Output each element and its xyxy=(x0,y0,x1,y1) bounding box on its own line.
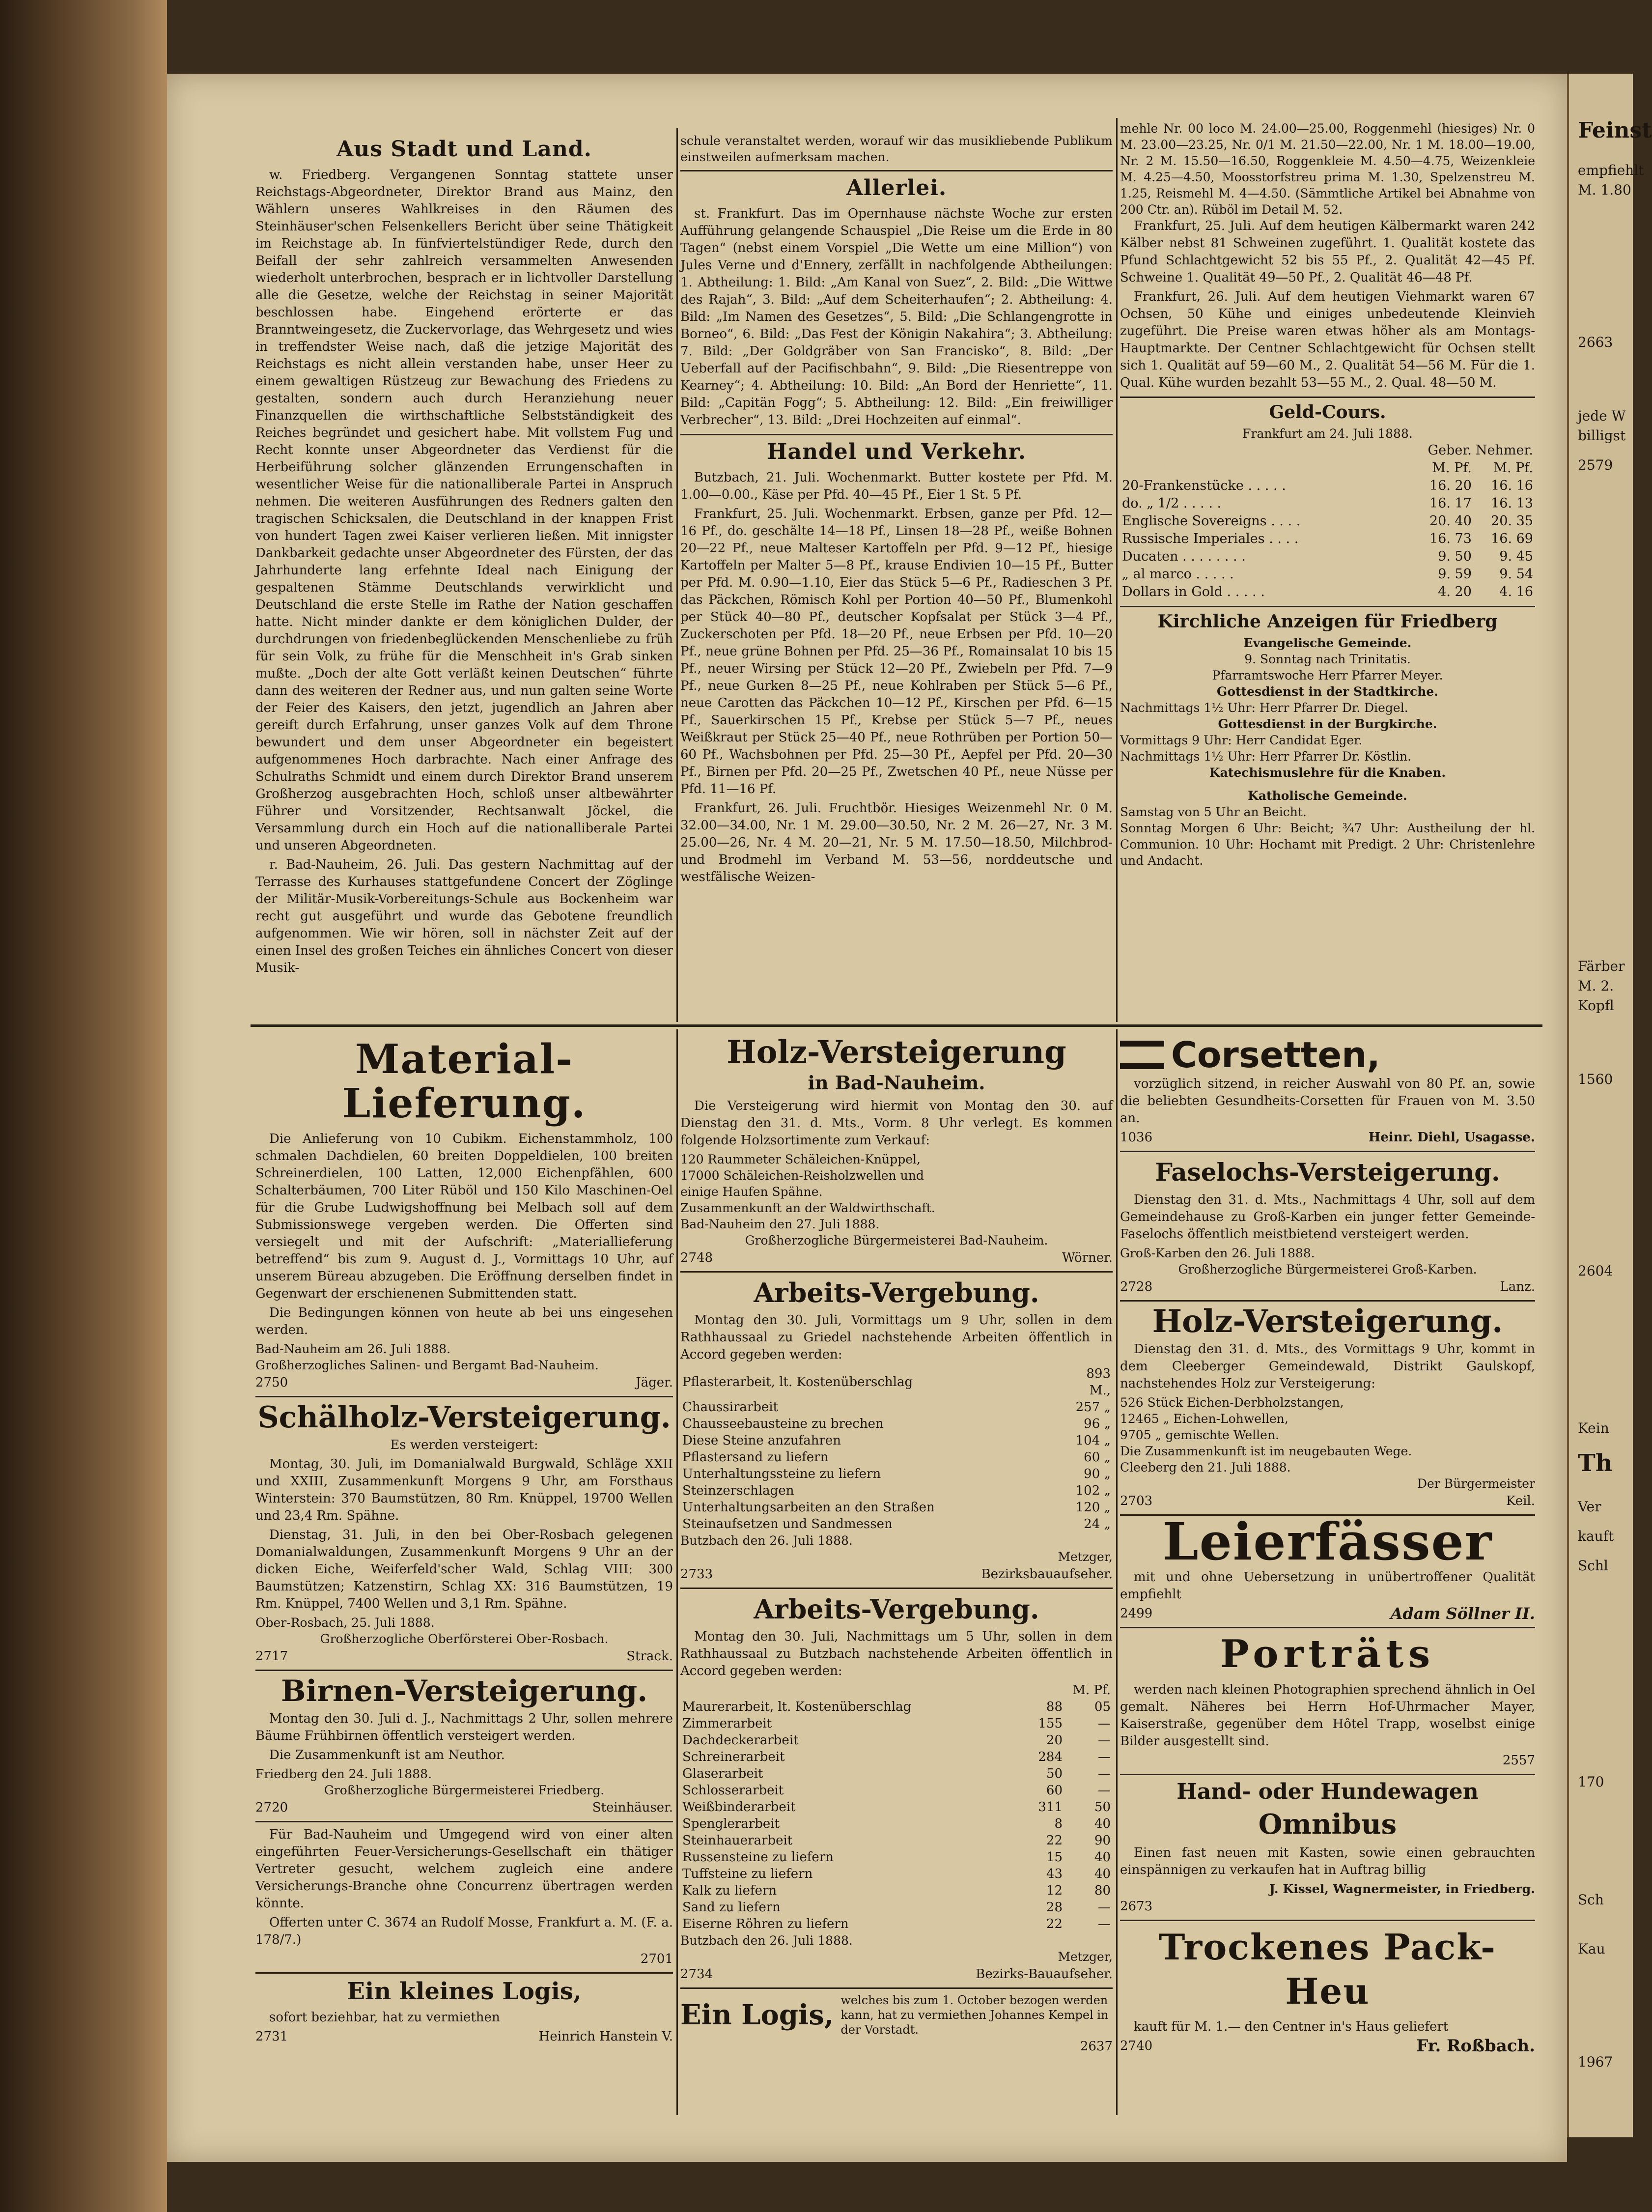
table-header-row: M. Pf. xyxy=(1072,1683,1111,1698)
church-line: Samstag von 5 Uhr an Beicht. xyxy=(1120,805,1307,819)
ad-text: Dienstag, 31. Juli, in den bei Ober-Rosbach gelegenen Domanialwaldungen, Zusammenkunft Morgens 9 Uhr an der dicken Eiche, Weiferfeld'scher Wald, Schlag VIII: 300 Baumstützen; Katzenstirn, Schlag XX: 316 Baumstützen, 19 Rm. Knüppel, 7400 Wellen und 3,1 Rm. Spähne. xyxy=(255,1528,673,1611)
market-report: Frankfurt, 26. Juli. Auf dem heutigen Viehmarkt waren 67 Ochsen, 50 Kühe und einiges unbedeutende Kleinvieh zugeführt. Die Preise waren etwas höher als am Montags-Hauptmarkte. Der Centner Schlachtgewicht für Ochsen stellt sich 1. Qualität auf 59—60 M., 2. Qualität 54—56 M. Für die 1. Qual. Kühe wurden bezahlt 53—55 M., 2. Qual. 48—50 M. xyxy=(1120,289,1535,390)
ad-number: 2750 xyxy=(255,1375,288,1390)
section-title: Kirchliche Anzeigen für Friedberg xyxy=(1157,611,1498,632)
table-row: Pflasterarbeit, lt. Kostenüberschlag 893 M., xyxy=(682,1366,1111,1398)
ad-text: welches bis zum 1. October bezogen werden kann, hat zu vermiethen Johannes Kempel in der Vorstadt. xyxy=(840,1993,1109,2037)
divider xyxy=(1120,606,1535,607)
divider xyxy=(680,1588,1113,1589)
ad-signature: Ober-Rosbach, 25. Juli 1888. xyxy=(255,1616,435,1630)
table-row: Schlosserarbeit 60 — xyxy=(682,1783,1111,1798)
table-row: Steinzerschlagen 102 „ xyxy=(682,1483,1111,1498)
ad-signer: Strack. xyxy=(626,1649,673,1664)
ad-line: 17000 Schäleichen-Reisholzwellen und xyxy=(680,1168,924,1183)
ad-signer: Adam Söllner II. xyxy=(1390,1604,1535,1623)
ad-footer xyxy=(680,2038,1113,2055)
table-row: Dachdeckerarbeit 20 — xyxy=(682,1733,1111,1748)
ad-signer: Keil. xyxy=(1506,1494,1535,1508)
section-title: Aus Stadt und Land. xyxy=(336,137,592,162)
ad-title: Birnen-Versteigerung. xyxy=(280,1674,648,1708)
ad-text: Offerten unter C. 3674 an Rudolf Mosse, Frankfurt a. M. (F. a. 178/7.) xyxy=(255,1915,673,1947)
column-local-news xyxy=(255,133,673,979)
fragment: 1967 xyxy=(1578,2054,1613,2070)
market-report: Frankfurt, 25. Juli. Wochenmarkt. Erbsen, ganze per Pfd. 12—16 Pf., do. geschälte 14—18 Pf., Linsen 18—28 Pf., weiße Bohnen 20—22 Pf., neue Malteser Kartoffeln per Pfd. 9—12 Pf., hiesige Kartoffeln per Malter 5—8 Pf., krause Endivien 10—15 Pf., Butter per Pfd. M. 0.90—1.10, Eier das Stück 5—6 Pf., Radieschen 3 Pf. das Päckchen, Römisch Kohl per Portion 40—50 Pf., Blumenkohl per Stück 40—80 Pf., deutscher Kopfsalat per Stück 3—4 Pf., Zuckerschoten per Pfd. 18—20 Pf., neue Erbsen per Pfd. 10—20 Pf., neue grüne Bohnen per Pfd. 25—36 Pf., Romainsalat 10 bis 15 Pf., neuer Wirsing per Stück 12—20 Pf., Zwiebeln per Pfd. 7—9 Pf., neue Gurken 8—25 Pf., neue Kohlraben per Stück 5—6 Pf., neue Carotten das Päckchen 10—12 Pf., Kirschen per Pfd. 6—15 Pf., Sauerkirschen 15 Pf., Krebse per Stück 5—7 Pf., neues Weißkraut per Stück 25—40 Pf., neue Rothrüben per Portion 50—60 Pf., Wachsbohnen per Pfd. 25—30 Pf., Aepfel per Pfd. 20—30 Pf., Birnen per Pfd. 20—25 Pf., Zwetschen 40 Pf., neue Nüsse per Pfd. 11—16 Pf. xyxy=(680,507,1113,796)
table-row: Sand zu liefern 28 — xyxy=(682,1900,1111,1915)
ad-signature: Butzbach den 26. Juli 1888. xyxy=(680,1533,853,1548)
ad-title: Arbeits-Vergebung. xyxy=(754,1277,1039,1308)
column-markets-church xyxy=(1120,120,1535,869)
fragment: Th xyxy=(1578,1449,1613,1477)
table-row: Kalk zu liefern 12 80 xyxy=(682,1883,1111,1898)
fragment: 170 xyxy=(1578,1774,1604,1790)
fragment: 2663 xyxy=(1578,334,1613,350)
ad-footer xyxy=(680,1566,1113,1583)
ad-text: Montag, 30. Juli, im Domanialwald Burgwald, Schläge XXII und XXIII, Zusammenkunft Morgens 9 Uhr, am Forsthaus Winterstein: 370 Baumstützen, 80 Rm. Knüppel, 19700 Wellen und 23,4 Rm. Spähne. xyxy=(255,1457,673,1523)
ad-signature: Großherzogliche Bürgermeisterei Bad-Nauheim. xyxy=(745,1233,1048,1248)
column-rule xyxy=(1116,1029,1118,2115)
divider xyxy=(255,1821,673,1822)
ad-text: Montag den 30. Juli d. J., Nachmittags 2 Uhr, sollen mehrere Bäume Frühbirnen öffentlich versteigert werden. xyxy=(255,1711,673,1743)
ad-footer xyxy=(1120,1129,1535,1146)
table-row: Chausseebausteine zu brechen 96 „ xyxy=(682,1417,1111,1431)
table-row: Russische Imperiales . . . . 16. 73 16. 69 xyxy=(1122,531,1533,546)
ad-number: 2499 xyxy=(1120,1606,1153,1621)
divider xyxy=(680,170,1113,171)
ad-line: 12465 „ Eichen-Lohwellen, xyxy=(1120,1412,1288,1426)
table-header-row: M. Pf. M. Pf. xyxy=(1432,460,1533,476)
ads-column-2 xyxy=(680,1034,1113,2055)
ad-signer: Lanz. xyxy=(1500,1279,1535,1294)
ad-number: 2731 xyxy=(255,2029,288,2044)
ad-text: mit und ohne Uebersetzung in unübertroffener Qualität empfiehlt xyxy=(1120,1570,1535,1602)
book-binding-edge xyxy=(0,0,167,2212)
market-report: Butzbach, 21. Juli. Wochenmarkt. Butter kostete per Pfd. M. 1.00—0.00., Käse per Pfd. 40—45 Pf., Eier 1 St. 5 Pf. xyxy=(680,470,1113,502)
ad-signature: Großherzogliche Bürgermeisterei Groß-Karben. xyxy=(1178,1262,1477,1276)
church-title: Evangelische Gemeinde. xyxy=(1243,636,1412,650)
ad-footer xyxy=(255,2028,673,2045)
ad-number: 2673 xyxy=(1120,1899,1153,1914)
table-row: Steinaufsetzen und Sandmessen 24 „ xyxy=(682,1517,1111,1531)
table-row: Tuffsteine zu liefern 43 40 xyxy=(682,1867,1111,1881)
table-row: Spenglerarbeit 8 40 xyxy=(682,1816,1111,1831)
ad-text: Die Zusammenkunft ist am Neuthor. xyxy=(269,1748,505,1762)
ad-signature: Friedberg den 24. Juli 1888. xyxy=(255,1767,432,1781)
ad-signer: Heinr. Diehl, Usagasse. xyxy=(1368,1130,1535,1145)
table-row: Maurerarbeit, lt. Kostenüberschlag 88 05 xyxy=(682,1700,1111,1714)
ad-signature: Butzbach den 26. Juli 1888. xyxy=(680,1933,853,1948)
ad-signer: J. Kissel, Wagnermeister, in Friedberg. xyxy=(1269,1882,1535,1896)
ad-number: 2557 xyxy=(1502,1753,1535,1768)
fragment: M. 2. xyxy=(1578,978,1614,994)
ad-signer: Wörner. xyxy=(1062,1250,1113,1265)
table-row: Dollars in Gold . . . . . 4. 20 4. 16 xyxy=(1122,584,1533,599)
table-row: Englische Sovereigns . . . . 20. 40 20. 35 xyxy=(1122,513,1533,529)
ad-signer-role: Bezirksbauaufseher. xyxy=(981,1567,1113,1582)
ad-title: Material-Lieferung. xyxy=(342,1036,587,1127)
exchange-rates-table xyxy=(1120,442,1535,601)
fragment: jede W xyxy=(1578,408,1626,424)
ad-title: Holz-Versteigerung. xyxy=(1152,1303,1503,1340)
ad-footer xyxy=(255,1799,673,1816)
table-row: do. „ 1/2 . . . . . 16. 17 16. 13 xyxy=(1122,496,1533,511)
church-line: Pfarramtswoche Herr Pfarrer Meyer. xyxy=(1212,668,1443,682)
ad-text: Die Bedingungen können von heute ab bei uns eingesehen werden. xyxy=(255,1305,673,1337)
article-paragraph: r. Bad-Nauheim, 26. Juli. Das gestern Nachmittag auf der Terrasse des Kurhauses stattgefundene Concert der Zöglinge der Militär-Musik-Vorbereitungs-Schule aus Bockenheim war recht gut ausgeführt und wurde das Gebotene freundlich aufgenommen. Wie wir hören, soll in nächster Zeit auf der einen Insel des großen Teiches ein ähnliches Concert von dieser Musik- xyxy=(255,857,673,975)
ad-number: 2733 xyxy=(680,1567,713,1582)
ad-number: 2734 xyxy=(680,1967,713,1982)
table-row: Unterhaltungssteine zu liefern 90 „ xyxy=(682,1467,1111,1481)
table-row: Ducaten . . . . . . . . 9. 50 9. 45 xyxy=(1122,549,1533,564)
rates-date: Frankfurt am 24. Juli 1888. xyxy=(1242,426,1413,441)
ad-number: 2740 xyxy=(1120,2039,1153,2053)
fragment: 2579 xyxy=(1578,457,1613,473)
fragment: billigst xyxy=(1578,427,1626,444)
table-row: Glaserarbeit 50 — xyxy=(682,1766,1111,1781)
fragment: M. 1.80 xyxy=(1578,182,1631,198)
article-paragraph: w. Friedberg. Vergangenen Sonntag stattete unser Reichstags-Abgeordneter, Direktor Brand aus Mainz, den Wählern unseres Wahlkreises in den Räumen des Steinhäuser'schen Felsenkellers Bericht über seine Thätigkeit im Reichstage ab. In fünfviertelstündiger Rede, durch den Beifall der sehr zahlreich versammelten Anwesenden wiederholt unterbrochen, besprach er in lichtvoller Darstellung alle die Gesetze, welche der Reichstag in seiner Majorität beschlossen habe. Eingehend erörterte er das Branntweingesetz, die Zuckervorlage, das Wehrgesetz und wies in treffendster Weise nach, daß die jetzige Majorität des Reichstags es nicht allein verstanden habe, unser Heer zu einem gewaltigen Rüstzeug zur Bewachung des Friedens zu gestalten, sondern auch durch Heranziehung neuer Finanzquellen die wirthschaftliche Selbstständigkeit des Reiches begründet und gesichert habe. Mit vollstem Fug und Recht konnte unser Abgeordneter das Verdienst für die Herbeiführung solcher glänzenden Errungenschaften in wesentlicher Weise für die nationalliberale Partei in Anspruch nehmen. Die weiteren Ausführungen des Redners galten den tragischen Schicksalen, die Deutschland in der knappen Frist von hundert Tagen zwei Kaiser verlieren ließen. Mit innigster Dankbarkeit gedachte unser Abgeordneter des Fürsten, der das Jahrhunderte lang erfehnte Ideal nach Einigung der gespaltenen Stämme Deutschlands verwirklicht und Deutschland die erste Stelle im Rathe der Nation geschaffen hatte. Nicht minder dankte er dem königlichen Dulder, der durchdrungen von friedenbeglückenden Menschenliebe zu früh für sein Volk, zu frühe für die Menschheit in's Grab sinken mußte. „Doch der alte Gott verläßt keinen Deutschen“ führte dann des weiteren der Redner aus, und nun galten seine Worte der Feier des Kaisers, den jetzt, jugendlich an Jahren aber gereift durch Erfahrung, unser ganzes Volk auf dem Throne bewundert und dem unser Abgeordneter ein begeistert aufgenommenes Hoch darbrachte. Nach einer Anfrage des Schulraths Schmidt und einem durch Direktor Brand unserem Großherzog ausgebrachten Hoch, schloß unser altbewährter Führer und Vorsitzender, Rechtsanwalt Jöckel, die Versammlung durch ein Hoch auf die nationalliberale Partei und unseren Abgeordneten. xyxy=(255,168,673,853)
ad-footer xyxy=(255,1951,673,1967)
ad-signer: Fr. Roßbach. xyxy=(1416,2036,1535,2056)
ad-title: Porträts xyxy=(1220,1632,1435,1676)
ad-signature: Bad-Nauheim am 26. Juli 1888. xyxy=(255,1342,451,1356)
church-line: Nachmittags 1½ Uhr: Herr Pfarrer Dr. Köstlin. xyxy=(1120,749,1412,764)
ad-text: werden nach kleinen Photographien sprechend ähnlich in Oel gemalt. Näheres bei Herrn Hof-Uhrmacher Mayer, Kaiserstraße, gegenüber dem Hôtel Trapp, woselbst einige Bilder ausgestellt sind. xyxy=(1120,1682,1535,1749)
ad-title: Schälholz-Versteigerung. xyxy=(257,1400,671,1435)
church-line: Nachmittags 1½ Uhr: Herr Pfarrer Dr. Diegel. xyxy=(1120,701,1408,715)
ad-text: Für Bad-Nauheim und Umgegend wird von einer alten eingeführten Feuer-Versicherungs-Gesellschaft ein thätiger Vertreter gesucht, welchem zugleich eine andere Versicherungs-Branche ohne Concurrenz übertragen werden könnte. xyxy=(255,1827,673,1911)
ad-text: Montag den 30. Juli, Vormittags um 9 Uhr, sollen in dem Rathhaussaal zu Griedel nachstehende Arbeiten öffentlich in Accord gegeben werden: xyxy=(680,1313,1113,1362)
table-row: Russensteine zu liefern 15 40 xyxy=(682,1850,1111,1865)
article-continuation: schule veranstaltet werden, worauf wir das musikliebende Publikum einstweilen aufmerksam machen. xyxy=(680,134,1113,164)
ad-text: Es werden versteigert: xyxy=(390,1438,538,1452)
ad-title: Faselochs-Versteigerung. xyxy=(1155,1158,1500,1187)
table-row: Steinhauerarbeit 22 90 xyxy=(682,1833,1111,1848)
article-continuation: mehle Nr. 00 loco M. 24.00—25.00, Roggenmehl (hiesiges) Nr. 0 M. 23.00—23.25, Nr. 0/1 M. 21.50—22.00, Nr. 1 M. 18.00—19.00, Nr. 2 M. 15.50—16.50, Roggenkleie M. 4.50—4.75, Weizenkleie M. 4.25—4.50, Moosstorfstreu prima M. 1.30, Spelzenstreu M. 1.25, Reismehl M. 4—4.50. (Sämmtliche Artikel bei Abnahme von 200 Ctr. an). Rüböl im Detail M. 52. xyxy=(1120,121,1535,217)
fragment: Kein xyxy=(1578,1420,1609,1436)
ad-number: 2717 xyxy=(255,1649,288,1664)
ad-footer xyxy=(680,1966,1113,1983)
section-title: Allerlei. xyxy=(846,175,947,200)
column-miscellaneous xyxy=(680,133,1113,888)
fragment: kauft xyxy=(1578,1528,1614,1544)
fragment: empfiehlt xyxy=(1578,162,1644,178)
ad-title: Omnibus xyxy=(1258,1808,1397,1841)
ad-title: Ein Logis, xyxy=(680,1999,834,2031)
work-list-table xyxy=(680,1682,1113,1932)
fragment: Sch xyxy=(1578,1892,1604,1908)
divider xyxy=(255,1670,673,1671)
divider xyxy=(680,434,1113,435)
column-rule xyxy=(676,128,678,1022)
ad-text: vorzüglich sitzend, in reicher Auswahl von 80 Pf. an, sowie die beliebten Gesundheits-Corsetten für Frauen von M. 3.50 an. xyxy=(1120,1077,1535,1126)
ad-text: Dienstag den 31. d. Mts., Nachmittags 4 Uhr, soll auf dem Gemeindehause zu Groß-Karben ein junger fetter Gemeinde-Faselochs öffentlich meistbietend versteigert werden. xyxy=(1120,1192,1535,1242)
ad-footer xyxy=(1120,1605,1535,1622)
ad-text: sofort beziehbar, hat zu vermiethen xyxy=(269,2010,500,2025)
table-row: „ al marco . . . . . 9. 59 9. 54 xyxy=(1122,567,1533,582)
work-list-table xyxy=(680,1365,1113,1532)
ad-corsetten xyxy=(1120,1034,1535,1076)
divider xyxy=(1120,1300,1535,1302)
ads-column-3 xyxy=(1120,1034,1535,2054)
ad-text: Die Versteigerung wird hiermit von Montag den 30. auf Dienstag den 31. d. Mts., Vorm. 8 Uhr verlegt. Es kommen folgende Holzsortimente zum Verkauf: xyxy=(680,1099,1113,1148)
fragment: 2604 xyxy=(1578,1263,1613,1279)
ad-number: 2720 xyxy=(255,1800,288,1815)
church-line: Gottesdienst in der Stadtkirche. xyxy=(1217,684,1438,699)
ad-title: Leierfässer xyxy=(1162,1511,1493,1572)
church-line: Gottesdienst in der Burgkirche. xyxy=(1218,717,1437,731)
table-row: Diese Steine anzufahren 104 „ xyxy=(682,1433,1111,1448)
ad-signature: Bad-Nauheim den 27. Juli 1888. xyxy=(680,1217,880,1231)
ad-text: Die Anlieferung von 10 Cubikm. Eichenstammholz, 100 schmalen Dachdielen, 60 breiten Doppeldielen, 100 breiten Schreinerdielen, 100 Latten, 12,000 Eichenpfählen, 600 Schalterbäumen, 700 Liter Rüböl und 150 Kilo Maschinen-Oel für die Grube Ludwigshoffnung bei Melbach soll auf dem Submissionswege vergeben werden. Die Offerten sind versiegelt und mit der Aufschrift: „Materiallieferung betreffend“ bis zum 9. August d. J., Vormittags 10 Uhr, auf unserem Büreau abzugeben. Die Eröffnung derselben findet in Gegenwart der erschienenen Submittenden statt. xyxy=(255,1132,673,1301)
table-row: Eiserne Röhren zu liefern 22 — xyxy=(682,1917,1111,1931)
table-row: Weißbinderarbeit 311 50 xyxy=(682,1800,1111,1815)
newspaper-page xyxy=(167,74,1567,2162)
ad-line: 120 Raummeter Schäleichen-Knüppel, xyxy=(680,1152,921,1166)
ad-number: 2728 xyxy=(1120,1279,1153,1294)
ad-signature: Der Bürgermeister xyxy=(1417,1476,1535,1491)
ad-signature: Groß-Karben den 26. Juli 1888. xyxy=(1120,1246,1315,1260)
church-line: Vormittags 9 Uhr: Herr Candidat Eger. xyxy=(1120,733,1363,747)
table-row: Zimmerarbeit 155 — xyxy=(682,1716,1111,1731)
ad-line: 526 Stück Eichen-Derbholzstangen, xyxy=(1120,1395,1344,1410)
section-title: Geld-Cours. xyxy=(1269,402,1386,423)
ad-footer xyxy=(1120,1493,1535,1509)
ad-text: Einen fast neuen mit Kasten, sowie einen gebrauchten einspännigen zu verkaufen hat in Auftrag billig xyxy=(1120,1845,1535,1877)
ad-text: Dienstag den 31. d. Mts., des Vormittags 9 Uhr, kommt in dem Cleeberger Gemeindewald, Distrikt Gaulskopf, nachstehendes Holz zur Versteigerung: xyxy=(1120,1342,1535,1391)
ad-line: 9705 „ gemischte Wellen. xyxy=(1120,1428,1279,1442)
divider xyxy=(255,1972,673,1974)
table-row: 20-Frankenstücke . . . . . 16. 20 16. 16 xyxy=(1122,478,1533,493)
table-row: Pflastersand zu liefern 60 „ xyxy=(682,1450,1111,1465)
article-paragraph: st. Frankfurt. Das im Opernhause nächste Woche zur ersten Aufführung gelangende Schauspiel „Die Reise um die Erde in 80 Tagen“ (nebst einem Vorspiel „Die Wette um eine Million“) von Jules Verne und d'Ennery, zerfällt in nachfolgende Abtheilungen: 1. Abtheilung: 1. Bild: „Am Kanal von Suez“, 2. Bild: „Die Wittwe des Rajah“, 3. Bild: „Auf dem Scheiterhaufen“; 2. Abtheilung: 4. Bild: „Im Namen des Gesetzes“, 5. Bild: „Die Schlangengrotte in Borneo“, 6. Bild: „Das Fest der Königin Nakahira“; 3. Abtheilung: 7. Bild: „Der Goldgräber von San Francisko“, 8. Bild: „Der Ueberfall auf der Pacifischbahn“, 9. Bild: „Die Riesentreppe von Kearney“; 4. Abtheilung: 10. Bild: „An Bord der Henriette“, 11. Bild: „Capitän Fogg“; 5. Abtheilung: 12. Bild: „Ein freiwilliger Verbrecher“, 13. Bild: „Drei Hochzeiten auf einmal“. xyxy=(680,206,1113,427)
ad-signature: Großherzogliches Salinen- und Bergamt Bad-Nauheim. xyxy=(255,1358,599,1372)
ad-title: Hand- oder Hundewagen xyxy=(1176,1779,1479,1804)
church-title: Katholische Gemeinde. xyxy=(1248,789,1407,803)
market-report: Frankfurt, 26. Juli. Fruchtbör. Hiesiges Weizenmehl Nr. 0 M. 32.00—34.00, Nr. 1 M. 29.00—30.50, Nr. 2 M. 26—27, Nr. 3 M. 25.00—26, Nr. 4 M. 20—21, Nr. 5 M. 17.50—18.50, Milchbrod- und Brodmehl im Verband M. 53—56, norddeutsche und westfälische Weizen- xyxy=(680,801,1113,884)
ad-footer xyxy=(1120,1898,1535,1915)
fragment: 1560 xyxy=(1578,1071,1613,1087)
divider xyxy=(680,1987,1113,1989)
ad-signer: Heinrich Hanstein V. xyxy=(538,2029,673,2044)
ad-number: 2701 xyxy=(640,1952,673,1966)
divider xyxy=(1120,1627,1535,1628)
ad-number: 2748 xyxy=(680,1250,713,1265)
column-rule xyxy=(1116,118,1118,1022)
table-row: Chaussirarbeit 257 „ xyxy=(682,1400,1111,1415)
divider xyxy=(1120,1920,1535,1921)
market-report: Frankfurt, 25. Juli. Auf dem heutigen Kälbermarkt waren 242 Kälber nebst 81 Schweinen zugeführt. 1. Qualität kostete das Pfund Schlachtgewicht 52 bis 55 Pf., 2. Qualität 42—45 Pf. Schweine 1. Qualität 49—50 Pf., 2. Qualität 46—48 Pf. xyxy=(1120,219,1535,285)
table-header-row: Geber. Nehmer. xyxy=(1428,443,1533,458)
ad-line: Die Zusammenkunft ist im neugebauten Wege. xyxy=(1120,1444,1412,1458)
ad-footer xyxy=(1120,1752,1535,1769)
ad-footer xyxy=(680,1249,1113,1266)
ad-footer xyxy=(255,1374,673,1391)
ad-title: Corsetten, xyxy=(1171,1034,1380,1076)
fragment: Schl xyxy=(1578,1558,1608,1574)
ad-title: Ein kleines Logis, xyxy=(347,1978,582,2005)
divider xyxy=(680,1271,1113,1273)
ad-text: Montag den 30. Juli, Nachmittags um 5 Uhr, sollen in dem Rathhaussaal zu Butzbach nachstehende Arbeiten öffentlich in Accord gegeben werden: xyxy=(680,1629,1113,1678)
table-row: Schreinerarbeit 284 — xyxy=(682,1750,1111,1764)
ad-title: Holz-Versteigerung xyxy=(727,1034,1066,1071)
ad-footer xyxy=(1120,1278,1535,1295)
fragment: Kau xyxy=(1578,1941,1605,1957)
ad-number: 2703 xyxy=(1120,1494,1153,1508)
ad-title: Trockenes Pack-Heu xyxy=(1158,1926,1497,2012)
heavy-bar-ornament-icon xyxy=(1120,1041,1164,1069)
section-title: Handel und Verkehr. xyxy=(766,439,1027,464)
ad-line: Zusammenkunft an der Waldwirthschaft. xyxy=(680,1201,935,1215)
church-line: Sonntag Morgen 6 Uhr: Beicht; ¾7 Uhr: Austheilung der hl. Communion. 10 Uhr: Hochamt mit Predigt. 2 Uhr: Christenlehre und Andacht. xyxy=(1120,821,1535,868)
table-row: Unterhaltungsarbeiten an den Straßen 120 „ xyxy=(682,1500,1111,1515)
ad-number: 2637 xyxy=(1080,2039,1113,2054)
ad-signer: Metzger, xyxy=(1058,1550,1113,1564)
next-page-edge xyxy=(1567,74,1652,2137)
divider xyxy=(1120,1151,1535,1152)
column-rule xyxy=(676,1029,678,2115)
fragment: Kopfl xyxy=(1578,997,1614,1014)
ad-signer: Steinhäuser. xyxy=(592,1800,673,1815)
ad-signature: Cleeberg den 21. Juli 1888. xyxy=(1120,1460,1291,1475)
divider xyxy=(255,1396,673,1397)
ads-column-1 xyxy=(255,1034,673,2045)
ad-signer: Jäger. xyxy=(636,1375,673,1390)
ad-text: kauft für M. 1.— den Centner in's Haus geliefert xyxy=(1134,2019,1449,2034)
ad-signer-role: Bezirks-Bauaufseher. xyxy=(976,1967,1113,1982)
divider xyxy=(1120,1774,1535,1775)
divider xyxy=(1120,397,1535,398)
ad-signer: Metzger, xyxy=(1058,1950,1113,1964)
ad-footer xyxy=(255,1648,673,1665)
ad-number: 1036 xyxy=(1120,1130,1153,1145)
church-line: 9. Sonntag nach Trinitatis. xyxy=(1244,652,1411,666)
ad-logis xyxy=(680,1993,1113,2037)
ad-subtitle: in Bad-Nauheim. xyxy=(808,1072,985,1094)
ad-title: Arbeits-Vergebung. xyxy=(754,1593,1039,1625)
ad-line: einige Haufen Spähne. xyxy=(680,1185,823,1199)
ad-signature: Großherzogliche Oberförsterei Ober-Rosbach. xyxy=(320,1632,609,1646)
section-rule xyxy=(251,1024,1542,1027)
church-line: Katechismuslehre für die Knaben. xyxy=(1209,766,1446,780)
fragment: Färber xyxy=(1578,958,1625,974)
fragment: Feinst xyxy=(1578,118,1652,143)
fragment: Ver xyxy=(1578,1499,1601,1515)
ad-signature: Großherzogliche Bürgermeisterei Friedberg. xyxy=(324,1783,605,1797)
ad-footer xyxy=(1120,2038,1535,2054)
